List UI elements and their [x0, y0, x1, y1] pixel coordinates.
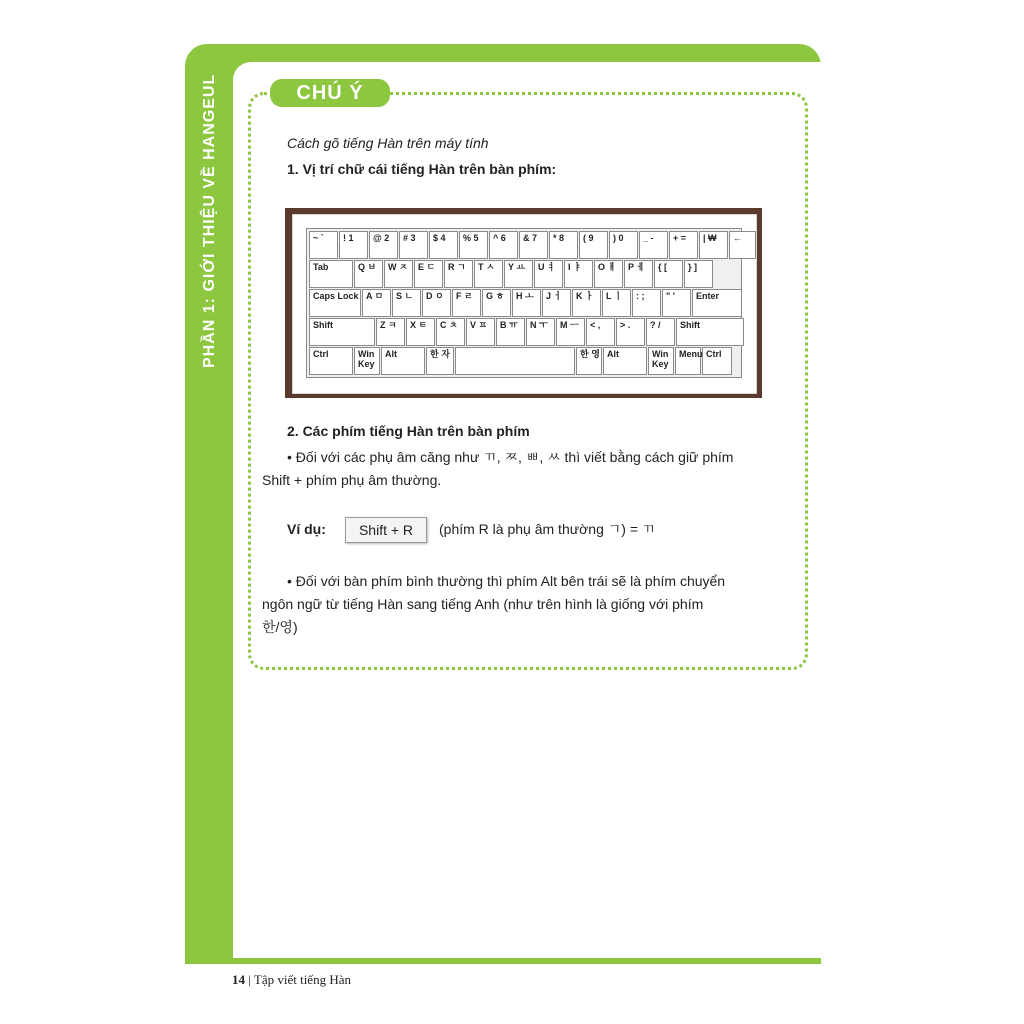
footer-separator: |	[248, 972, 251, 987]
keyboard-key	[624, 260, 653, 288]
intro-text: Cách gõ tiếng Hàn trên máy tính	[287, 135, 489, 151]
page-footer	[232, 972, 351, 988]
para1-line2: Shift + phím phụ âm thường.	[262, 472, 442, 488]
keyboard-key	[392, 289, 421, 317]
keyboard-key-label: $ 4	[433, 233, 446, 243]
keyboard-key	[309, 231, 338, 259]
keyboard-key-label: ^ 6	[493, 233, 506, 243]
keyboard-key	[369, 231, 398, 259]
keyboard-diagram	[306, 228, 742, 378]
keyboard-key-label: L ㅣ	[606, 291, 623, 301]
keyboard-key	[354, 347, 380, 375]
keyboard-key-label: T ㅅ	[478, 262, 495, 272]
keyboard-key	[609, 231, 638, 259]
keyboard-key	[474, 260, 503, 288]
keyboard-key-label: O ㅐ	[598, 262, 617, 272]
keyboard-key-label: ~ `	[313, 233, 324, 243]
keyboard-key	[354, 260, 383, 288]
keyboard-key-label: Ctrl	[706, 349, 722, 359]
keyboard-key-label: ) 0	[613, 233, 624, 243]
keyboard-key	[339, 231, 368, 259]
section1-heading: 1. Vị trí chữ cái tiếng Hàn trên bàn phím:	[287, 161, 557, 177]
keyboard-key	[549, 231, 578, 259]
keyboard-key-label: Ctrl	[313, 349, 329, 359]
keyboard-key	[662, 289, 691, 317]
keyboard-key	[579, 231, 608, 259]
keyboard-key-label: W ㅈ	[388, 262, 408, 272]
keyboard-key	[675, 347, 701, 375]
keyboard-key	[519, 231, 548, 259]
example-key: Shift + R	[345, 517, 427, 543]
keyboard-key	[455, 347, 575, 375]
keyboard-key	[309, 289, 361, 317]
keyboard-key-label: Enter	[696, 291, 720, 301]
keyboard-key-label: { [	[658, 262, 667, 272]
keyboard-key-label: % 5	[463, 233, 479, 243]
para2-line1: • Đối với bàn phím bình thường thì phím Alt bên trái sẽ là phím chuyển	[287, 573, 726, 589]
frame-bottom-rule	[233, 958, 821, 961]
keyboard-key-label: @ 2	[373, 233, 390, 243]
keyboard-key	[603, 347, 647, 375]
page-number: 14	[232, 972, 245, 987]
keyboard-key-label: B ㅠ	[500, 320, 518, 330]
keyboard-key-label: Win Key	[358, 349, 375, 369]
para2-line3: 한/영)	[262, 619, 298, 635]
keyboard-key-label: 한 자	[430, 349, 450, 359]
keyboard-key-label: + =	[673, 233, 687, 243]
keyboard-key	[669, 231, 698, 259]
keyboard-key	[309, 347, 353, 375]
keyboard-key	[376, 318, 405, 346]
keyboard-key-label: Shift	[313, 320, 333, 330]
keyboard-key-label: C ㅊ	[440, 320, 458, 330]
keyboard-key-label: K ㅏ	[576, 291, 594, 301]
keyboard-key-label: " '	[666, 291, 675, 301]
keyboard-key-label: P ㅔ	[628, 262, 646, 272]
keyboard-key	[504, 260, 533, 288]
keyboard-key	[646, 318, 675, 346]
keyboard-key-label: F ㄹ	[456, 291, 473, 301]
keyboard-key	[564, 260, 593, 288]
keyboard-key	[362, 289, 391, 317]
keyboard-key-label: A ㅁ	[366, 291, 384, 301]
keyboard-key-label: > .	[620, 320, 631, 330]
keyboard-key	[729, 231, 756, 259]
keyboard-key	[426, 347, 454, 375]
keyboard-key	[384, 260, 413, 288]
keyboard-key	[676, 318, 744, 346]
keyboard-key-label: # 3	[403, 233, 416, 243]
keyboard-key	[309, 318, 375, 346]
keyboard-key-label: ( 9	[583, 233, 594, 243]
keyboard-key	[702, 347, 732, 375]
keyboard-key	[381, 347, 425, 375]
keyboard-key-label: N ㅜ	[530, 320, 548, 330]
keyboard-key-label: : ;	[636, 291, 645, 301]
keyboard-key	[422, 289, 451, 317]
keyboard-key-label: | ₩	[703, 233, 717, 243]
keyboard-key	[572, 289, 601, 317]
keyboard-key	[576, 347, 602, 375]
keyboard-key	[586, 318, 615, 346]
keyboard-key	[444, 260, 473, 288]
keyboard-key-label: Tab	[313, 262, 329, 272]
keyboard-key	[639, 231, 668, 259]
keyboard-key-label: } ]	[688, 262, 697, 272]
keyboard-key-label: Caps Lock	[313, 291, 359, 301]
keyboard-key	[436, 318, 465, 346]
keyboard-key-label: U ㅕ	[538, 262, 556, 272]
keyboard-key-label: H ㅗ	[516, 291, 534, 301]
keyboard-key-label: I ㅑ	[568, 262, 582, 272]
keyboard-key	[556, 318, 585, 346]
keyboard-key-label: S ㄴ	[396, 291, 414, 301]
keyboard-key	[692, 289, 742, 317]
keyboard-key	[654, 260, 683, 288]
keyboard-key-label: Win Key	[652, 349, 669, 369]
keyboard-key-label: Shift	[680, 320, 700, 330]
keyboard-key-label: V ㅍ	[470, 320, 488, 330]
keyboard-key	[699, 231, 728, 259]
keyboard-key-label: G ㅎ	[486, 291, 505, 301]
keyboard-key	[542, 289, 571, 317]
keyboard-key-label: J ㅓ	[546, 291, 563, 301]
keyboard-key-label: Z ㅋ	[380, 320, 397, 330]
keyboard-key-label: ←	[733, 233, 742, 243]
keyboard-key	[512, 289, 541, 317]
keyboard-key-label: R ㄱ	[448, 262, 466, 272]
keyboard-key	[594, 260, 623, 288]
keyboard-key-label: X ㅌ	[410, 320, 428, 330]
keyboard-key-label: _ -	[643, 233, 654, 243]
keyboard-key	[648, 347, 674, 375]
keyboard-key-label: < ,	[590, 320, 601, 330]
keyboard-key	[452, 289, 481, 317]
keyboard-key	[429, 231, 458, 259]
keyboard-key	[684, 260, 713, 288]
keyboard-key	[309, 260, 353, 288]
keyboard-key-label: ? /	[650, 320, 661, 330]
keyboard-key-label: M ㅡ	[560, 320, 579, 330]
keyboard-key-label: E ㄷ	[418, 262, 436, 272]
keyboard-key	[414, 260, 443, 288]
keyboard-key-label: 한 영	[580, 349, 600, 359]
keyboard-key-label: ! 1	[343, 233, 354, 243]
keyboard-key	[602, 289, 631, 317]
keyboard-key	[489, 231, 518, 259]
para2-line2: ngôn ngữ từ tiếng Hàn sang tiếng Anh (như trên hình là giống với phím	[262, 596, 704, 612]
side-tab-label: PHẦN 1: GIỚI THIỆU VỀ HANGEUL	[201, 73, 218, 368]
keyboard-key	[459, 231, 488, 259]
keyboard-key	[534, 260, 563, 288]
keyboard-key-label: Y ㅛ	[508, 262, 526, 272]
para1-line1: • Đối với các phụ âm căng như ㄲ, ㅉ, ㅃ, ㅆ thì viết bằng cách giữ phím	[287, 449, 734, 465]
keyboard-key-label: Alt	[385, 349, 397, 359]
keyboard-key	[496, 318, 525, 346]
book-title: Tập viết tiếng Hàn	[253, 972, 351, 987]
section2-heading: 2. Các phím tiếng Hàn trên bàn phím	[287, 423, 530, 439]
keyboard-key	[482, 289, 511, 317]
keyboard-key	[632, 289, 661, 317]
keyboard-key-label: Menu	[679, 349, 703, 359]
note-badge: CHÚ Ý	[270, 79, 390, 107]
keyboard-key-label: D ㅇ	[426, 291, 444, 301]
keyboard-key-label: Q ㅂ	[358, 262, 377, 272]
keyboard-key	[526, 318, 555, 346]
keyboard-key-label: * 8	[553, 233, 565, 243]
keyboard-key	[616, 318, 645, 346]
keyboard-key	[399, 231, 428, 259]
keyboard-key	[466, 318, 495, 346]
keyboard-key-label: Alt	[607, 349, 619, 359]
example-description: (phím R là phụ âm thường ㄱ) = ㄲ	[439, 521, 656, 537]
example-label: Ví dụ:	[287, 521, 326, 537]
keyboard-key-label: & 7	[523, 233, 538, 243]
keyboard-key	[406, 318, 435, 346]
